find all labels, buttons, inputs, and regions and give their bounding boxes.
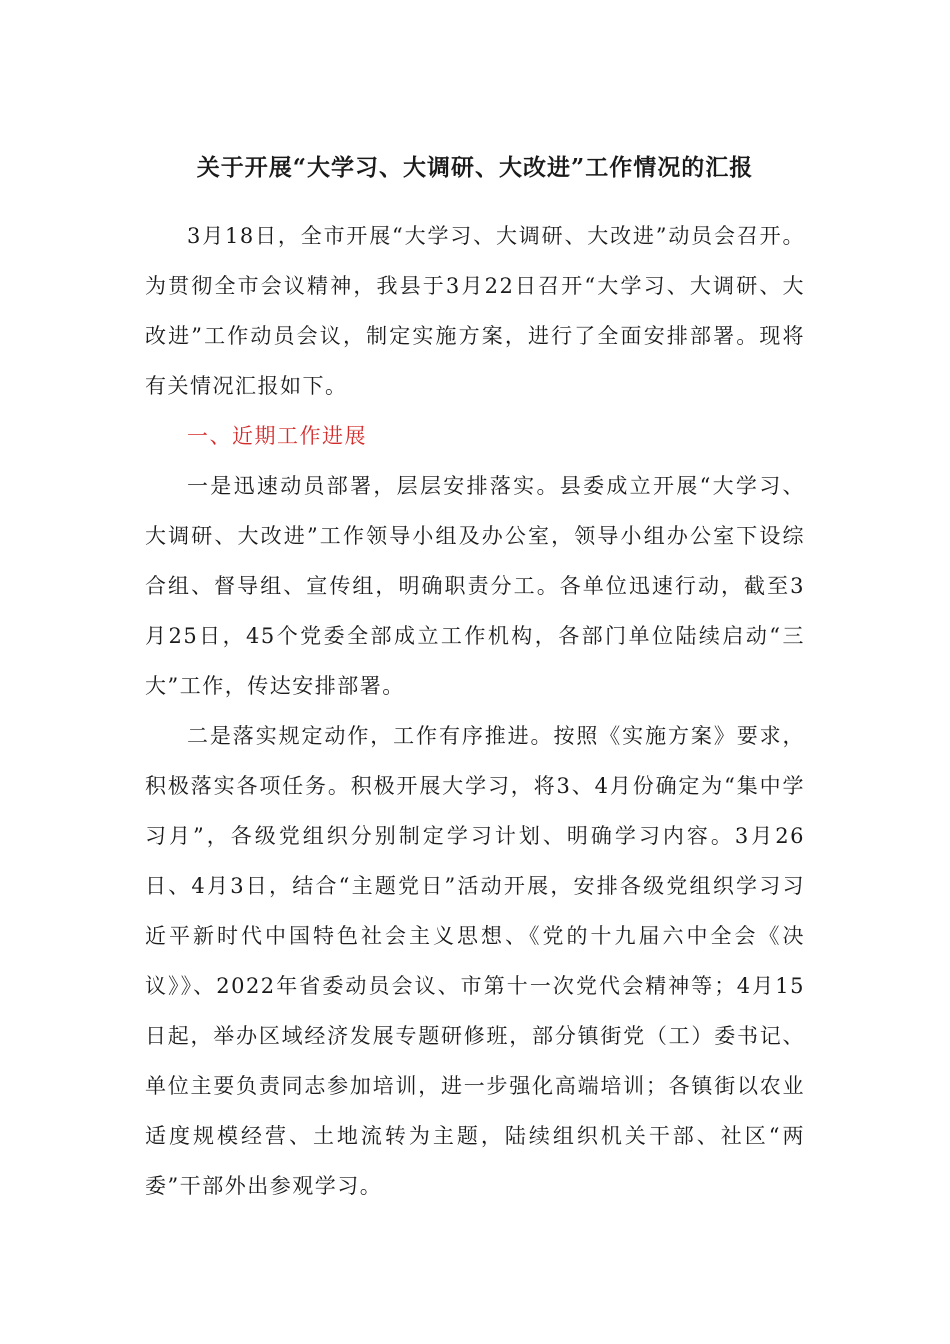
document-title: 关于开展“大学习、大调研、大改进”工作情况的汇报 [196, 154, 754, 181]
body-paragraph-1: 一是迅速动员部署，层层安排落实。县委成立开展“大学习、大调研、大改进”工作领导小组及办公室，领导小组办公室下设综合组、督导组、宣传组，明确职责分工。各单位迅速行动，截至3月25日，45个党委全部成立工作机构，各部门单位陆续启动“三大”工作，传达安排部署。 [145, 474, 805, 698]
body-paragraph-2: 二是落实规定动作，工作有序推进。按照《实施方案》要求，积极落实各项任务。积极开展大学习，将3、4月份确定为“集中学习月”，各级党组织分别制定学习计划、明确学习内容。3月26日、4月3日，结合“主题党日”活动开展，安排各级党组织学习习近平新时代中国特色社会主义思想、《党的十九届六中全会《决议》》、2022年省委动员会议、市第十一次党代会精神等；4月15日起，举办区域经济发展专题研修班，部分镇街党（工）委书记、单位主要负责同志参加培训，进一步强化高端培训；各镇街以农业适度规模经营、土地流转为主题，陆续组织机关干部、社区“两委”干部外出参观学习。 [145, 724, 805, 1198]
intro-paragraph: 3月18日，全市开展“大学习、大调研、大改进”动员会召开。为贯彻全市会议精神，我县于3月22日召开“大学习、大调研、大改进”工作动员会议，制定实施方案，进行了全面安排部署。现将有关情况汇报如下。 [145, 224, 805, 398]
section-heading: 一、近期工作进展 [187, 424, 367, 448]
document-body [145, 211, 805, 1211]
